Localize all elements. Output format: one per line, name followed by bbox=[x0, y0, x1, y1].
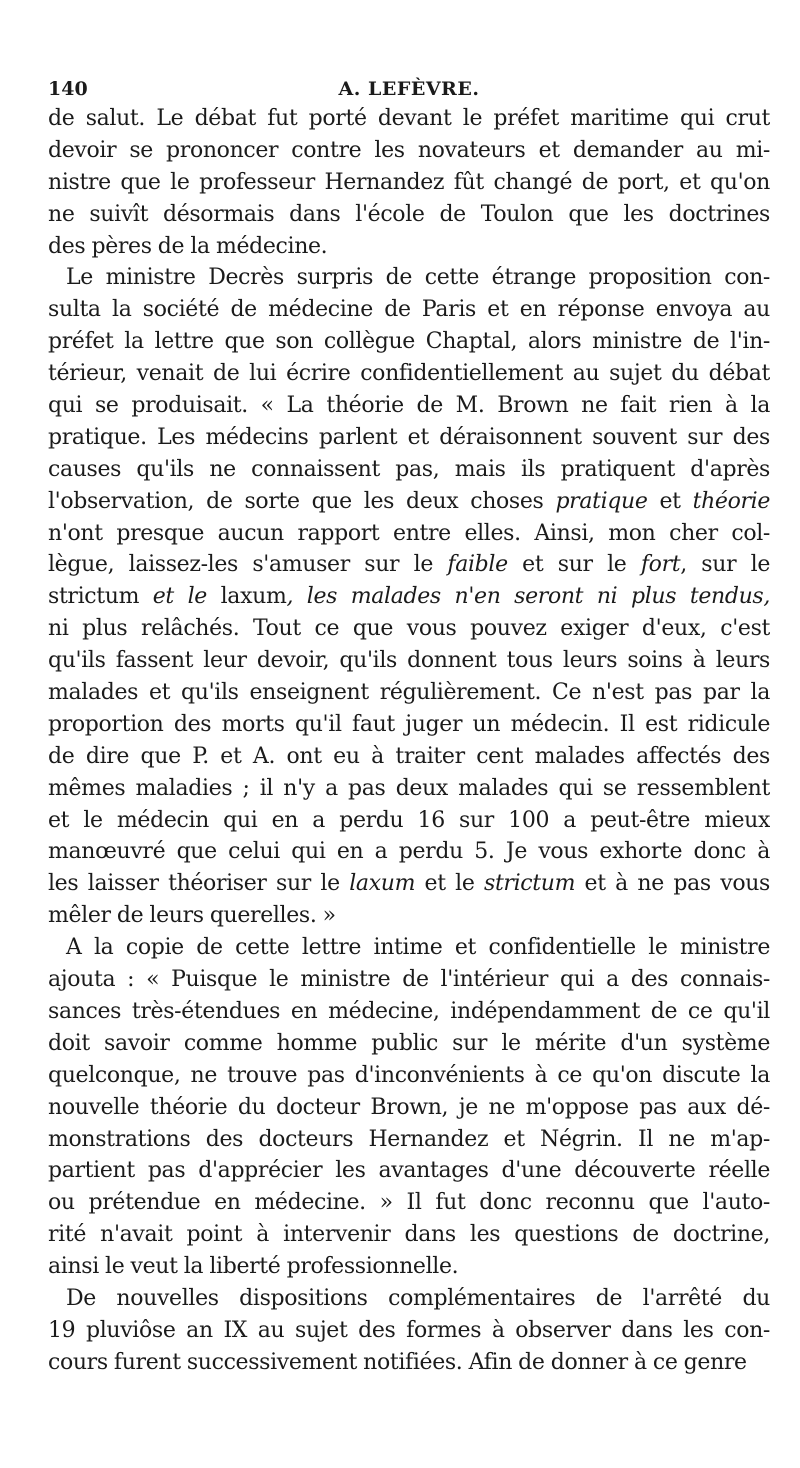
text-line bbox=[48, 1092, 770, 1124]
text-line bbox=[48, 199, 770, 231]
text-line bbox=[48, 996, 770, 1028]
text-line bbox=[48, 262, 770, 294]
italic-text: , les malades n'en seront ni plus tendus, bbox=[286, 584, 770, 610]
text-line bbox=[48, 486, 770, 518]
body-text bbox=[48, 103, 770, 1379]
text-run: laxum bbox=[220, 584, 287, 610]
text-run: partient pas d'apprécier les avantages d'une découverte réelle bbox=[48, 1158, 770, 1184]
text-line bbox=[48, 103, 770, 135]
text-run: ni plus relâchés. Tout ce que vous pouvez exiger d'eux, c'est bbox=[48, 616, 770, 642]
text-line bbox=[48, 422, 770, 454]
text-line bbox=[48, 932, 770, 964]
text-run: n'ont presque aucun rapport entre elles. Ainsi, mon cher col- bbox=[48, 520, 770, 546]
italic-text: faible bbox=[447, 552, 508, 578]
text-run: strictum bbox=[48, 584, 140, 610]
text-line bbox=[48, 1028, 770, 1060]
text-line bbox=[48, 836, 770, 868]
text-line bbox=[48, 549, 770, 581]
text-run: l'observation, de sorte que les deux choses bbox=[48, 488, 556, 514]
text-run: nouvelle théorie du docteur Brown, je ne m'oppose pas aux dé- bbox=[48, 1094, 770, 1120]
text-run: des pères de la médecine. bbox=[48, 233, 328, 259]
paragraph bbox=[48, 262, 770, 932]
text-run: nistre que le professeur Hernandez fût changé de port, et qu'on bbox=[48, 169, 770, 195]
text-line bbox=[48, 326, 770, 358]
text-run: térieur, venait de lui écrire confidentiellement au sujet du débat bbox=[48, 361, 770, 387]
text-run: malades et qu'ils enseignent régulièrement. Ce n'est pas par la bbox=[48, 680, 770, 706]
text-run: doit savoir comme homme public sur le mérite d'un système bbox=[48, 1030, 770, 1056]
text-run: et le médecin qui en a perdu 16 sur 100 a peut-être mieux bbox=[48, 807, 770, 833]
text-run: monstrations des docteurs Hernandez et Négrin. Il ne m'ap- bbox=[48, 1126, 770, 1152]
running-head: A. LEFÈVRE. bbox=[338, 78, 480, 100]
page-number: 140 bbox=[48, 78, 88, 100]
italic-text: et le bbox=[139, 584, 221, 610]
text-run: qui se produisait. « La théorie de M. Brown ne fait rien à la bbox=[48, 393, 770, 419]
text-line bbox=[48, 294, 770, 326]
text-run: ainsi le veut la liberté professionnelle. bbox=[48, 1254, 459, 1280]
text-line bbox=[48, 390, 770, 422]
text-line bbox=[48, 231, 770, 263]
text-line bbox=[48, 805, 770, 837]
text-run: De nouvelles dispositions complémentaires de l'arrêté du bbox=[66, 1285, 770, 1311]
text-line bbox=[48, 1347, 770, 1379]
text-run: et le bbox=[415, 871, 484, 897]
text-line bbox=[48, 900, 770, 932]
text-run: manœuvré que celui qui en a perdu 5. Je vous exhorte donc à bbox=[48, 839, 770, 865]
text-run: rité n'avait point à intervenir dans les questions de doctrine, bbox=[48, 1222, 770, 1248]
text-run: sances très-étendues en médecine, indépendamment de ce qu'il bbox=[48, 998, 770, 1024]
paragraph bbox=[48, 932, 770, 1283]
text-line bbox=[48, 1187, 770, 1219]
text-line bbox=[48, 581, 770, 613]
text-line bbox=[48, 1060, 770, 1092]
italic-text: strictum bbox=[484, 871, 576, 897]
text-run: mêmes maladies ; il n'y a pas deux malades qui se ressemblent bbox=[48, 775, 770, 801]
text-line bbox=[48, 358, 770, 390]
text-run: pratique. Les médecins parlent et déraisonnent souvent sur des bbox=[48, 424, 770, 450]
text-run: ou prétendue en médecine. » Il fut donc reconnu que l'auto- bbox=[48, 1190, 770, 1216]
text-line bbox=[48, 1251, 770, 1283]
text-line bbox=[48, 1155, 770, 1187]
paragraph bbox=[48, 1283, 770, 1379]
text-run: qu'ils fassent leur devoir, qu'ils donnent tous leurs soins à leurs bbox=[48, 648, 770, 674]
italic-text: laxum bbox=[349, 871, 416, 897]
text-line bbox=[48, 773, 770, 805]
text-line bbox=[48, 645, 770, 677]
text-run: et sur le bbox=[507, 552, 641, 578]
text-run: lègue, laissez-les s'amuser sur le bbox=[48, 552, 448, 578]
text-line bbox=[48, 1219, 770, 1251]
text-run: et à ne pas vous bbox=[575, 871, 770, 897]
italic-text: pratique bbox=[555, 488, 648, 514]
text-run: préfet la lettre que son collègue Chaptal, alors ministre de l'in- bbox=[48, 329, 770, 355]
text-line bbox=[48, 1283, 770, 1315]
text-line bbox=[48, 135, 770, 167]
text-run: cours furent successivement notifiées. Afin de donner à ce genre bbox=[48, 1349, 747, 1375]
text-run: A la copie de cette lettre intime et confidentielle le ministre bbox=[66, 935, 770, 961]
text-line bbox=[48, 677, 770, 709]
italic-text: théorie bbox=[692, 488, 770, 514]
text-run: causes qu'ils ne connaissent pas, mais ils pratiquent d'après bbox=[48, 456, 770, 482]
text-run: de salut. Le débat fut porté devant le préfet maritime qui crut bbox=[48, 106, 770, 131]
text-line bbox=[48, 1315, 770, 1347]
text-run: de dire que P. et A. ont eu à traiter cent malades affectés des bbox=[48, 743, 770, 769]
text-run: ne suivît désormais dans l'école de Toulon que les doctrines bbox=[48, 201, 770, 227]
paragraph bbox=[48, 103, 770, 262]
text-run: ajouta : « Puisque le ministre de l'intérieur qui a des connais- bbox=[48, 967, 770, 993]
text-line bbox=[48, 964, 770, 996]
text-run: les laisser théoriser sur le bbox=[48, 871, 350, 897]
text-line bbox=[48, 518, 770, 550]
text-run: 19 pluviôse an IX au sujet des formes à observer dans les con- bbox=[48, 1317, 770, 1343]
page-header bbox=[48, 74, 770, 104]
text-line bbox=[48, 1124, 770, 1156]
text-run: mêler de leurs querelles. » bbox=[48, 903, 336, 929]
text-run: quelconque, ne trouve pas d'inconvénients à ce qu'on discute la bbox=[48, 1062, 770, 1088]
text-run: sulta la société de médecine de Paris et en réponse envoya au bbox=[48, 297, 770, 323]
text-run: et bbox=[647, 488, 693, 514]
text-run: Le ministre Decrès surpris de cette étrange proposition con- bbox=[66, 265, 770, 291]
text-line bbox=[48, 741, 770, 773]
text-line bbox=[48, 613, 770, 645]
text-run: devoir se prononcer contre les novateurs et demander au mi- bbox=[48, 137, 770, 163]
text-run: , sur le bbox=[680, 552, 770, 578]
text-run: proportion des morts qu'il faut juger un médecin. Il est ridicule bbox=[48, 711, 770, 737]
text-line bbox=[48, 709, 770, 741]
text-line bbox=[48, 454, 770, 486]
text-line bbox=[48, 167, 770, 199]
italic-text: fort bbox=[640, 552, 681, 578]
text-line bbox=[48, 868, 770, 900]
